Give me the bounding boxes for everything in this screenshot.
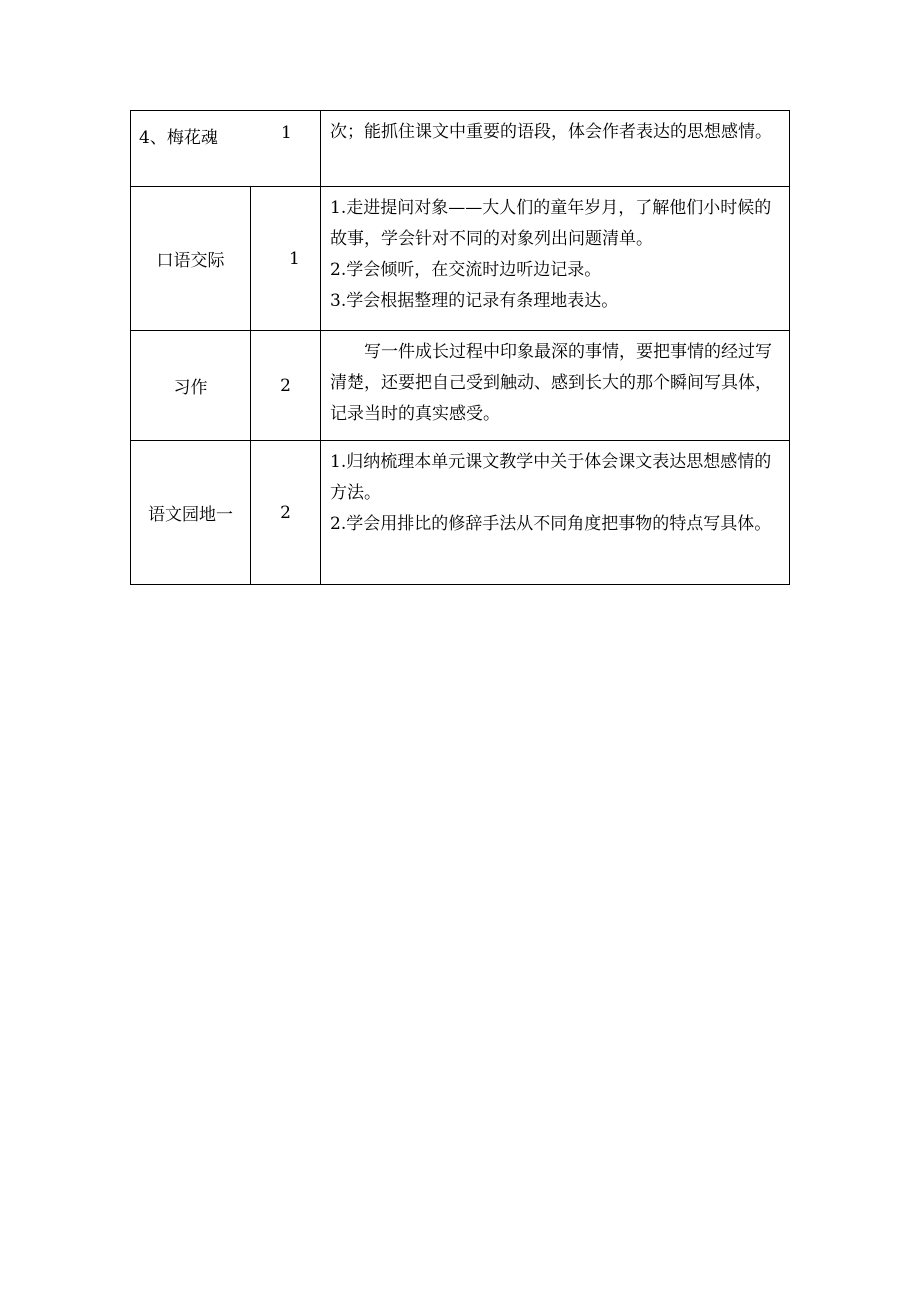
lesson-hours: 1: [289, 248, 300, 269]
lesson-name: 口语交际: [156, 251, 225, 271]
lesson-hours-cell: [251, 331, 321, 440]
table-row: [131, 440, 789, 584]
lesson-goal-text: 次；能抓住课文中重要的语段，体会作者表达的思想感情。: [330, 122, 772, 142]
table-row: [131, 330, 789, 440]
lesson-name: 4、梅花魂: [139, 128, 218, 148]
lesson-name-cell: [131, 187, 251, 330]
lesson-goal-text: 2.学会用排比的修辞手法从不同角度把事物的特点写具体。: [330, 514, 772, 534]
lesson-name-cell: [131, 331, 251, 440]
lesson-content-cell: [321, 441, 789, 584]
table-row: [131, 111, 789, 186]
lesson-goal-text: 2.学会倾听，在交流时边听边记录。: [330, 260, 602, 280]
lesson-hours: 2: [280, 375, 291, 396]
lesson-name-cell: [131, 441, 251, 584]
lesson-name-cell: [131, 111, 321, 186]
lesson-content-cell: [321, 331, 789, 440]
lesson-content-cell: [321, 187, 789, 330]
lesson-goal-text: 1.归纳梳理本单元课文教学中关于体会课文表达思想感情的方法。: [330, 452, 772, 503]
lesson-goal-text: 写一件成长过程中印象最深的事情，要把事情的经过写清楚，还要把自己受到触动、感到长大的那个瞬间写具体，记录当时的真实感受。: [330, 342, 772, 424]
table-row: [131, 186, 789, 330]
lesson-name: 习作: [173, 378, 208, 398]
lesson-hours: 2: [280, 502, 291, 523]
lesson-hours: 1: [281, 123, 292, 143]
lesson-name: 语文园地一: [148, 505, 233, 525]
lesson-hours-cell: [251, 187, 321, 330]
lesson-plan-table: [130, 110, 790, 585]
lesson-hours-cell: [251, 441, 321, 584]
lesson-goal-text: 3.学会根据整理的记录有条理地表达。: [330, 291, 619, 311]
lesson-goal-text: 1.走进提问对象——大人们的童年岁月，了解他们小时候的 故事，学会针对不同的对象列出问题清单。: [330, 198, 772, 249]
lesson-content-cell: [321, 111, 789, 186]
